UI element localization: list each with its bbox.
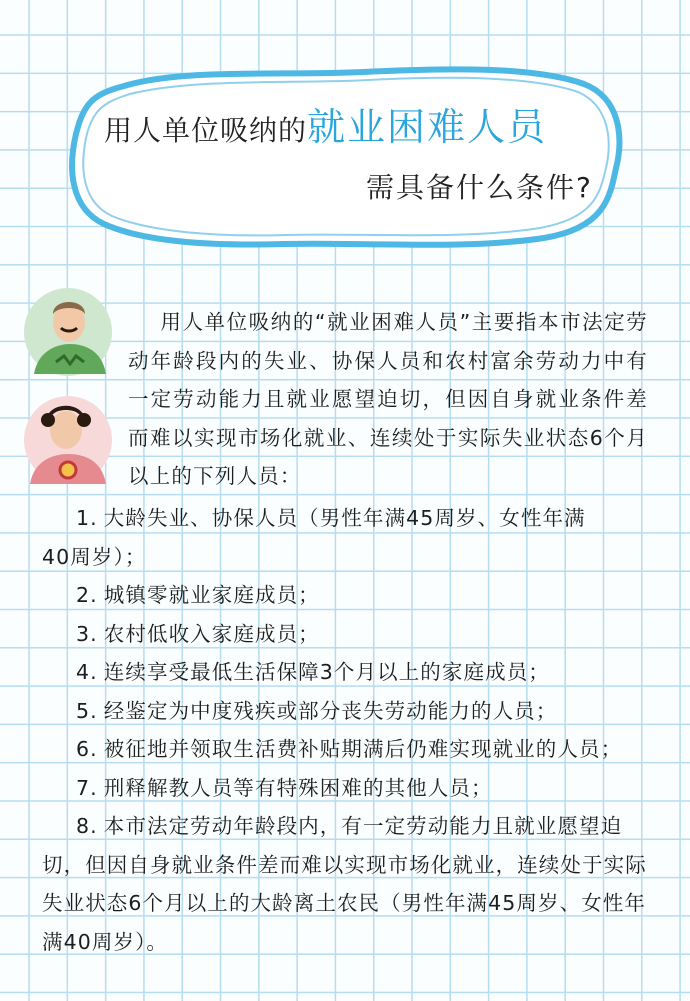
item-text: 被征地并领取生活费补贴期满后仍难实现就业的人员； [103,737,623,761]
item-text: 刑释解教人员等有特殊困难的其他人员； [103,775,493,800]
item-text: 本市法定劳动年龄段内，有一定劳动能力且就业愿望迫切，但因自身就业条件差而难以实现市场化就业，连续处于实际失业状态6个月以上的大龄离土农民（男性年满45周岁、女性年满40周岁）。 [42,814,647,954]
list-item [42,730,648,769]
item-text-tail: 40周岁）； [42,544,147,569]
item-text: 城镇零就业家庭成员； [103,583,320,607]
title-line-1 [104,96,547,151]
item-number: 8. [76,814,98,838]
item-number: 2. [76,583,98,607]
item-text: 农村低收入家庭成员； [103,621,320,646]
list-item [42,769,648,808]
cloud-border-shape [64,58,630,250]
woman-avatar-icon [16,392,120,496]
list-item [42,499,648,576]
title-highlight: 就业困难人员 [307,105,548,149]
title-line-2: 需具备什么条件? [366,171,593,204]
item-number: 5. [76,698,98,723]
list-item [42,807,648,961]
item-text: 经鉴定为中度残疾或部分丧失劳动能力的人员； [103,698,558,723]
intro-paragraph [128,303,648,496]
list-item [42,692,648,731]
item-number: 4. [76,660,98,684]
item-text: 大龄失业、协保人员（男性年满45周岁、女性年满 [103,506,586,530]
intro-text: 用人单位吸纳的“就业困难人员”主要指本市法定劳动年龄段内的失业、协保人员和农村富余劳动力中有一定劳动能力且就业愿望迫切，但因自身就业条件差而难以实现市场化就业、连续处于实际失业状态6个月以上的下列人员： [128,310,648,488]
list-item [42,576,648,615]
list-item [42,653,648,692]
item-number: 6. [76,737,98,761]
item-number: 7. [76,775,98,800]
item-text: 连续享受最低生活保障3个月以上的家庭成员； [103,660,550,684]
conditions-list [42,499,648,961]
title-prefix: 用人单位吸纳的 [104,114,308,147]
item-number: 1. [76,506,98,530]
avatars-illustration [14,286,126,496]
title-cloud-frame [64,58,630,250]
man-avatar-icon [18,286,122,390]
list-item [42,615,648,654]
item-number: 3. [76,621,98,646]
